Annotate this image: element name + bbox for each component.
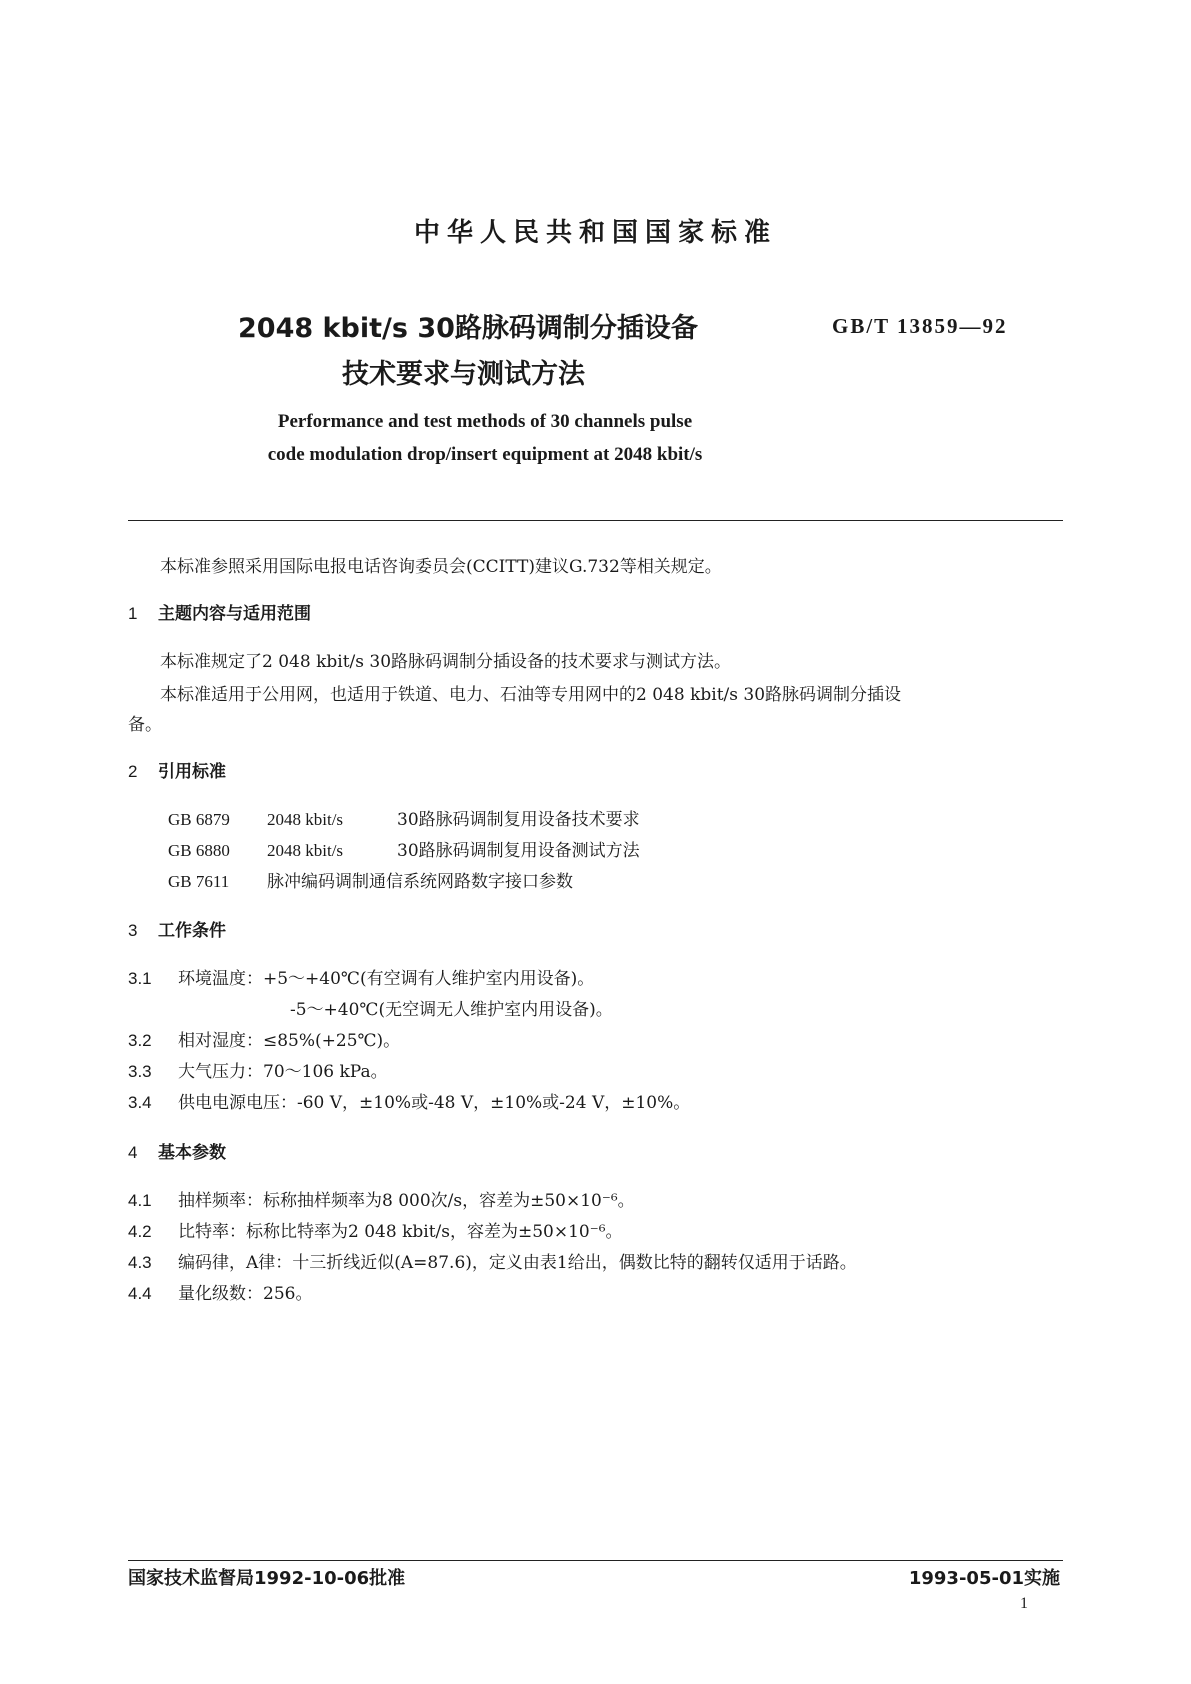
approval-date: 国家技术监督局1992-10-06批准 xyxy=(128,1568,406,1589)
foreword: 本标准参照采用国际电报电话咨询委员会(CCITT)建议G.732等相关规定。 xyxy=(160,557,722,577)
reference-title: 30路脉码调制复用设备技术要求 xyxy=(397,810,640,830)
section-title: 基本参数 xyxy=(158,1143,226,1163)
english-title-line2: code modulation drop/insert equipment at 2048 kbit/s xyxy=(267,444,703,465)
section-number: 4 xyxy=(128,1143,138,1162)
item-number: 3.3 xyxy=(128,1062,152,1081)
condition-item xyxy=(128,1057,388,1082)
section-3-heading xyxy=(128,916,226,941)
english-title-line1: Performance and test methods of 30 channels pulse xyxy=(277,411,693,432)
section-2-heading xyxy=(128,757,226,782)
top-divider xyxy=(128,520,1063,521)
reference-code: GB 6879 xyxy=(168,810,230,829)
condition-item-cont: -5～+40℃(无空调无人维护室内用设备)。 xyxy=(290,1000,613,1020)
item-number: 4.1 xyxy=(128,1191,152,1210)
parameter-item xyxy=(128,1186,635,1211)
section-number: 2 xyxy=(128,762,138,781)
document-title-line1: 2048 kbit/s 30路脉码调制分插设备 xyxy=(238,313,698,344)
item-text: 相对湿度：≤85%(+25℃)。 xyxy=(178,1031,401,1051)
section-title: 主题内容与适用范围 xyxy=(158,604,311,624)
item-number: 3.2 xyxy=(128,1031,152,1050)
item-number: 3.1 xyxy=(128,969,152,988)
item-text: 环境温度：+5～+40℃(有空调有人维护室内用设备)。 xyxy=(178,969,595,989)
section-1-heading xyxy=(128,599,311,624)
reference-rate: 2048 kbit/s xyxy=(267,810,344,829)
item-text: 供电电源电压：-60 V，±10%或-48 V，±10%或-24 V，±10%。 xyxy=(178,1093,691,1113)
section-number: 1 xyxy=(128,604,138,623)
reference-item xyxy=(168,805,640,830)
condition-item xyxy=(128,1026,400,1051)
item-number: 4.2 xyxy=(128,1222,152,1241)
section-1-paragraph-2-cont: 备。 xyxy=(128,715,162,735)
document-title-line2: 技术要求与测试方法 xyxy=(342,359,585,390)
item-number: 3.4 xyxy=(128,1093,152,1112)
condition-item xyxy=(128,1088,690,1113)
reference-code: GB 7611 xyxy=(168,872,230,891)
section-1-paragraph-1: 本标准规定了2 048 kbit/s 30路脉码调制分插设备的技术要求与测试方法。 xyxy=(160,652,732,672)
reference-rate: 2048 kbit/s xyxy=(267,841,344,860)
standard-number: GB/T 13859—92 xyxy=(832,314,1008,338)
item-text: 抽样频率：标称抽样频率为8 000次/s，容差为±50×10⁻⁶。 xyxy=(178,1191,635,1211)
item-number: 4.3 xyxy=(128,1253,152,1272)
reference-item xyxy=(168,867,573,892)
item-text: 比特率：标称比特率为2 048 kbit/s，容差为±50×10⁻⁶。 xyxy=(178,1222,623,1242)
item-text: 编码律，A律：十三折线近似(A=87.6)，定义由表1给出，偶数比特的翻转仅适用于话路。 xyxy=(178,1253,857,1273)
condition-item xyxy=(128,964,594,989)
effective-date: 1993-05-01实施 xyxy=(908,1568,1060,1589)
reference-title: 30路脉码调制复用设备测试方法 xyxy=(397,841,640,861)
reference-title: 脉冲编码调制通信系统网路数字接口参数 xyxy=(267,872,573,892)
bottom-divider xyxy=(128,1560,1063,1561)
item-text: 量化级数：256。 xyxy=(178,1284,313,1304)
section-4-heading xyxy=(128,1138,226,1163)
section-1-paragraph-2: 本标准适用于公用网，也适用于铁道、电力、石油等专用网中的2 048 kbit/s 30路脉码调制分插设 xyxy=(160,685,902,705)
section-number: 3 xyxy=(128,921,138,940)
section-title: 工作条件 xyxy=(158,921,226,941)
parameter-item xyxy=(128,1279,312,1304)
national-standard-header: 中华人民共和国国家标准 xyxy=(413,218,777,248)
page-number: 1 xyxy=(1020,1595,1028,1612)
item-number: 4.4 xyxy=(128,1284,152,1303)
item-text: 大气压力：70～106 kPa。 xyxy=(178,1062,388,1082)
reference-code: GB 6880 xyxy=(168,841,230,860)
parameter-item xyxy=(128,1217,623,1242)
section-title: 引用标准 xyxy=(158,762,226,782)
parameter-item xyxy=(128,1248,857,1273)
reference-item xyxy=(168,836,640,861)
